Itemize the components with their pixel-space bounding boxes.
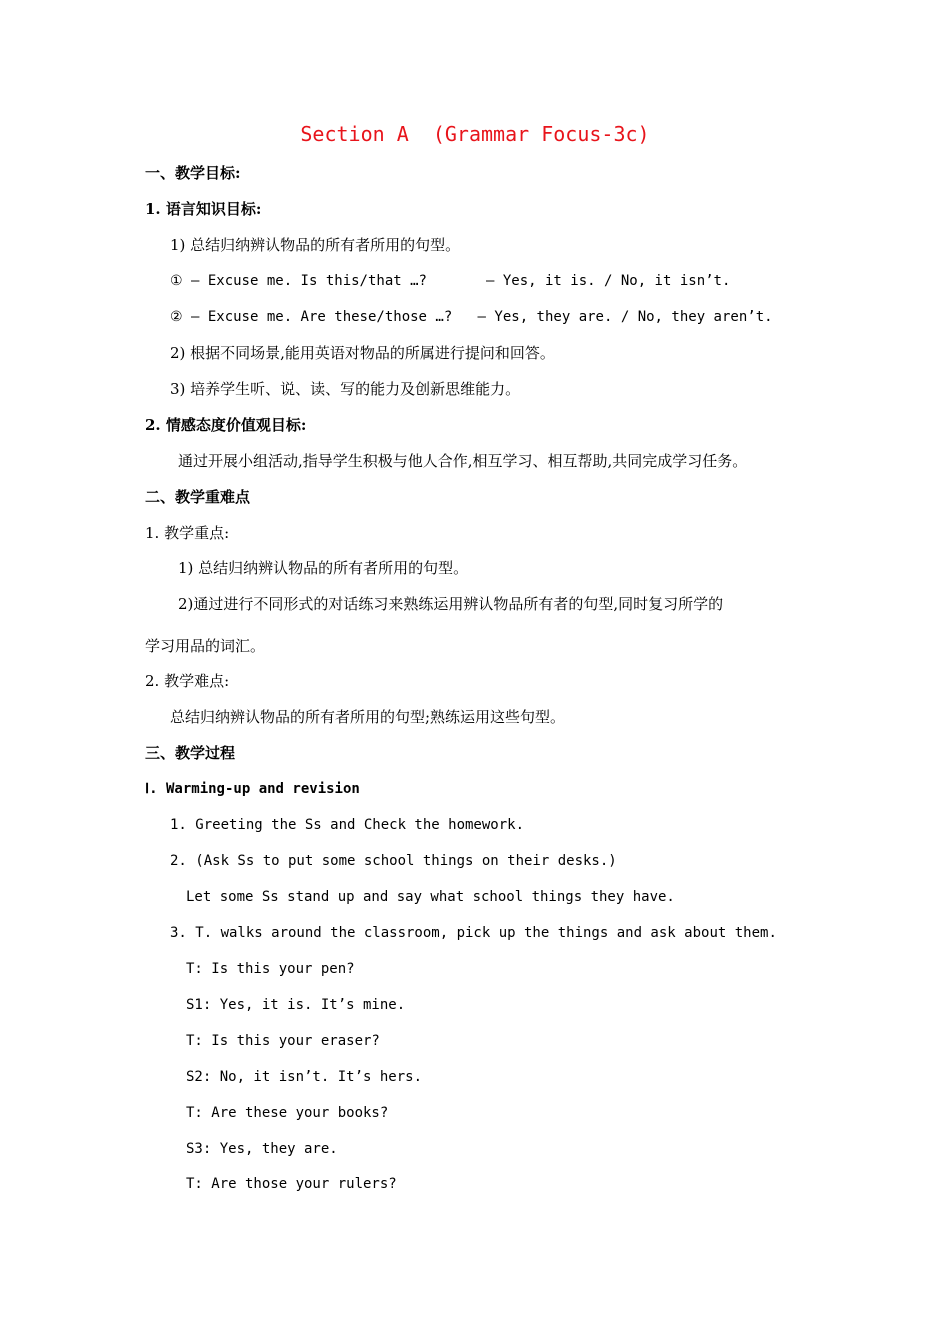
dialogue-line: S1: Yes, it is. It’s mine. (186, 997, 406, 1013)
dialogue-line: T: Are these your books? (186, 1105, 389, 1121)
dialogue-line: T: Is this your pen? (186, 961, 355, 977)
dialogue-line: S2: No, it isn’t. It’s hers. (186, 1069, 423, 1085)
text-line: 2) 根据不同场景,能用英语对物品的所属进行提问和回答。 (170, 344, 555, 362)
text-line: 1. Greeting the Ss and Check the homework. (170, 817, 525, 833)
heading-key-points: 二、教学重难点 (145, 488, 251, 506)
dialogue-line: T: Is this your eraser? (186, 1033, 380, 1049)
subheading-warming-up: Ⅰ. Warming-up and revision (145, 781, 360, 797)
subheading-language-goals: 1. 语言知识目标: (145, 200, 262, 218)
text-line: Let some Ss stand up and say what school things they have. (186, 889, 675, 905)
text-line: 2)通过进行不同形式的对话练习来熟练运用辨认物品所有者的句型,同时复习所学的 (178, 595, 724, 613)
text-line: 3. T. walks around the classroom, pick up the things and ask about them. (170, 925, 777, 941)
document-title: Section A (Grammar Focus-3c) (300, 122, 650, 146)
dialogue-line: S3: Yes, they are. (186, 1141, 338, 1157)
text-line: 总结归纳辨认物品的所有者所用的句型;熟练运用这些句型。 (170, 708, 566, 726)
heading-teaching-process: 三、教学过程 (145, 744, 236, 762)
text-line: ② — Excuse me. Are these/those …? — Yes, they are. / No, they aren’t. (170, 309, 773, 325)
text-line: 2. 教学难点: (145, 672, 230, 690)
text-line: 1) 总结归纳辨认物品的所有者所用的句型。 (170, 236, 461, 254)
text-line: 1) 总结归纳辨认物品的所有者所用的句型。 (178, 559, 469, 577)
dialogue-line: T: Are those your rulers? (186, 1176, 397, 1192)
text-line: ① — Excuse me. Is this/that …? — Yes, it is. / No, it isn’t. (170, 273, 731, 289)
text-line: 3) 培养学生听、说、读、写的能力及创新思维能力。 (170, 380, 521, 398)
text-line: 学习用品的词汇。 (145, 637, 266, 655)
text-line: 2. (Ask Ss to put some school things on their desks.) (170, 853, 617, 869)
text-line: 通过开展小组活动,指导学生积极与他人合作,相互学习、相互帮助,共同完成学习任务。 (178, 452, 748, 470)
subheading-emotional-goals: 2. 情感态度价值观目标: (145, 416, 307, 434)
text-line: 1. 教学重点: (145, 524, 230, 542)
heading-teaching-goals: 一、教学目标: (145, 164, 241, 182)
